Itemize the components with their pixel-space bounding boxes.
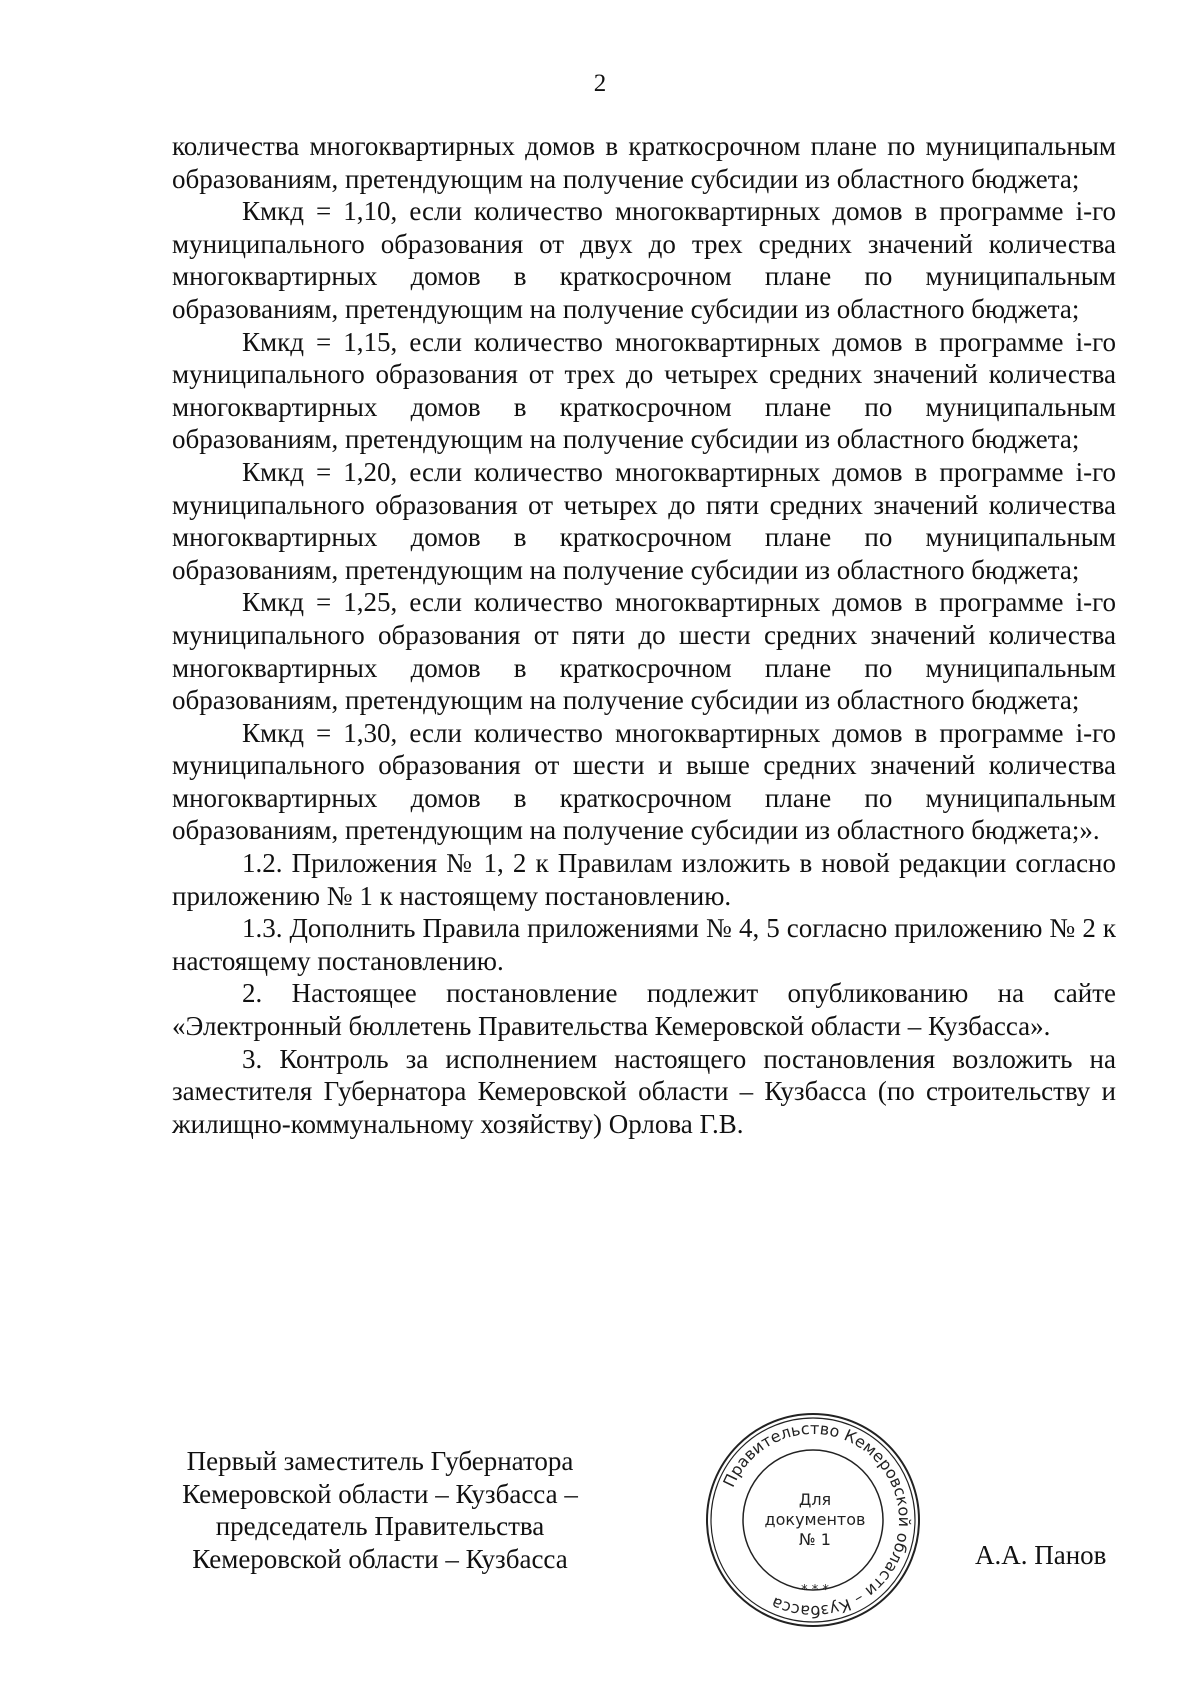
signatory-name: А.А. Панов bbox=[975, 1540, 1107, 1570]
paragraph: 1.3. Дополнить Правила приложениями № 4, 5 согласно приложению № 2 к настоящему постановлению. bbox=[172, 913, 1116, 976]
paragraph: 2. Настоящее постановление подлежит опубликованию на сайте «Электронный бюллетень Правительства Кемеровской области – Кузбасса». bbox=[172, 978, 1116, 1042]
seal-stars: * * * bbox=[801, 1583, 829, 1598]
signatory-title bbox=[160, 1445, 600, 1575]
paragraph: 3. Контроль за исполнением настоящего постановления возложить на заместителя Губернатора Кемеровской области – Кузбасса (по строительству и жилищно-коммунальному хозяйству) Орлова Г.В. bbox=[172, 1043, 1116, 1139]
signatory-title-line: Кемеровской области – Кузбасса bbox=[192, 1543, 568, 1574]
paragraph: Кмкд = 1,30, если количество многоквартирных домов в программе i-го муниципального образования от шести и выше средних значений количества многоквартирных домов в краткосрочном плане по муниципальным образованиям, претендующим на получение субсидии из областного бюджета;». bbox=[172, 717, 1116, 846]
seal-center-text: Для bbox=[798, 1490, 832, 1509]
signatory-title-line: председатель Правительства bbox=[215, 1511, 545, 1542]
seal-center-text: документов bbox=[764, 1510, 866, 1529]
official-seal bbox=[703, 1410, 923, 1630]
paragraph: количества многоквартирных домов в краткосрочном плане по муниципальным образованиям, претендующим на получение субсидии из областного бюджета; bbox=[172, 131, 1116, 194]
paragraph: 1.2. Приложения № 1, 2 к Правилам изложить в новой редакции согласно приложению № 1 к настоящему постановлению. bbox=[172, 848, 1116, 911]
page-number: 2 bbox=[593, 70, 607, 97]
paragraph: Кмкд = 1,15, если количество многоквартирных домов в программе i-го муниципального образования от трех до четырех средних значений количества многоквартирных домов в краткосрочном плане по муниципальным образованиям, претендующим на получение субсидии из областного бюджета; bbox=[172, 326, 1116, 455]
paragraph: Кмкд = 1,20, если количество многоквартирных домов в программе i-го муниципального образования от четырех до пяти средних значений количества многоквартирных домов в краткосрочном плане по муниципальным образованиям, претендующим на получение субсидии из областного бюджета; bbox=[172, 456, 1116, 585]
paragraph: Кмкд = 1,10, если количество многоквартирных домов в программе i-го муниципального образования от двух до трех средних значений количества многоквартирных домов в краткосрочном плане по муниципальным образованиям, претендующим на получение субсидии из областного бюджета; bbox=[172, 196, 1116, 324]
signatory-title-line: Первый заместитель Губернатора bbox=[186, 1446, 574, 1476]
document-body bbox=[172, 130, 1116, 1140]
signatory-title-line: Кемеровской области – Кузбасса – bbox=[182, 1478, 578, 1509]
seal-ring-text: Правительство Кемеровской области – Кузбасса bbox=[719, 1418, 915, 1622]
paragraph: Кмкд = 1,25, если количество многоквартирных домов в программе i-го муниципального образования от пяти до шести средних значений количества многоквартирных домов в краткосрочном плане по муниципальным образованиям, претендующим на получение субсидии из областного бюджета; bbox=[172, 587, 1116, 716]
seal-center-text: № 1 bbox=[799, 1530, 831, 1549]
